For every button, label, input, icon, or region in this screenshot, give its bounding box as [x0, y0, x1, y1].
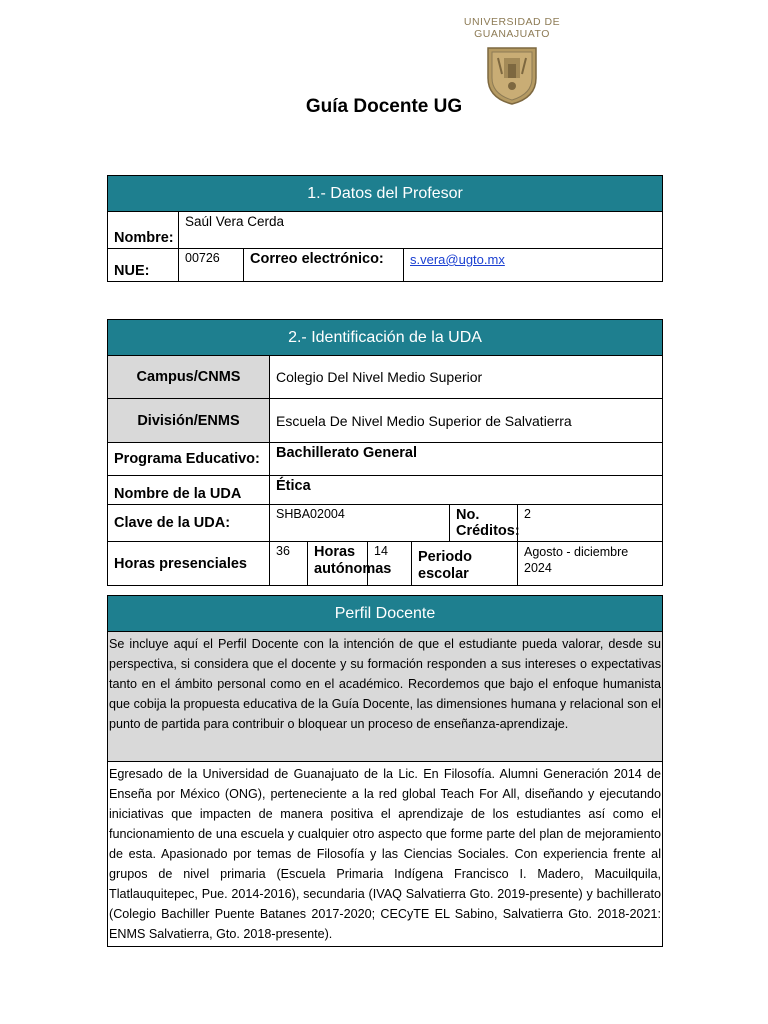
presenciales-value: 36: [270, 542, 308, 586]
division-label: División/ENMS: [108, 399, 270, 443]
programa-label: Programa Educativo:: [108, 443, 270, 476]
profile-intro: Se incluye aquí el Perfil Docente con la intención de que el estudiante pueda valorar, desde su perspectiva, si considera que el docente y su formación responden a sus intereses o expectativas tanto en el ámbito personal como en el académico. Recordemos que bajo el enfoque humanista que cobija la propuesta educativa de la Guía Docente, las dimensiones humana y relacional son el punto de partida para contribuir o bloquear un proceso de enseñanza-aprendizaje.: [108, 632, 663, 762]
presenciales-label: Horas presenciales: [108, 542, 270, 586]
programa-value: Bachillerato General: [270, 443, 663, 476]
autonomas-value: 14: [368, 542, 412, 586]
correo-cell: [404, 249, 663, 282]
section-heading-professor: 1.- Datos del Profesor: [108, 176, 663, 212]
division-value: Escuela De Nivel Medio Superior de Salvatierra: [270, 399, 663, 443]
profile-description: Egresado de la Universidad de Guanajuato de la Lic. En Filosofía. Alumni Generación 2014 de Enseña por México (ONG), perteneciente a la red global Teach For All, diseñando y ejecutando iniciativas que impacten de manera positiva el aprendizaje de los estudiantes así como el funcionamiento de una escuela y cualquier otro aspecto que forme parte del plan de mejoramiento de esta. Apasionado por temas de Filosofía y las Ciencias Sociales. Con experiencia frente al grupos de nivel primaria (Escuela Primaria Indígena Francisco I. Madero, Macuilquila, Tlatlauquitepec, Pue. 2014-2016), secundaria (IVAQ Salvatierra Gto. 2019-presente) y bachillerato (Colegio Bachiller Puente Batanes 2017-2020; CECyTE EL Sabino, Salvatierra Gto. 2018-2021: ENMS Salvatierra, Gto. 2018-presente).: [108, 762, 663, 947]
uda-identification-table: [107, 319, 663, 586]
periodo-value: Agosto - diciembre 2024: [518, 542, 663, 586]
logo-line-1: UNIVERSIDAD DE: [463, 16, 561, 28]
nue-value: 00726: [179, 249, 244, 282]
uda-name-label: Nombre de la UDA: [108, 476, 270, 505]
campus-value: Colegio Del Nivel Medio Superior: [270, 356, 663, 399]
uda-name-value: Ética: [270, 476, 663, 505]
section-heading-uda: 2.- Identificación de la UDA: [108, 320, 663, 356]
nue-label: NUE:: [108, 249, 179, 282]
university-logo: [462, 16, 562, 106]
nombre-value: Saúl Vera Cerda: [179, 212, 663, 249]
periodo-label: Periodo escolar: [412, 542, 518, 586]
creditos-label: No. Créditos:: [450, 505, 518, 542]
correo-label: Correo electrónico:: [244, 249, 404, 282]
creditos-value: 2: [518, 505, 663, 542]
professor-data-table: [107, 175, 663, 282]
page-title-text: Guía Docente UG: [305, 96, 463, 117]
nombre-label: Nombre:: [108, 212, 179, 249]
logo-line-2: GUANAJUATO: [474, 28, 550, 40]
page-title: [0, 96, 768, 118]
clave-value: SHBA02004: [270, 505, 450, 542]
autonomas-label: Horas autónomas: [308, 542, 368, 586]
clave-label: Clave de la UDA:: [108, 505, 270, 542]
correo-link[interactable]: s.vera@ugto.mx: [410, 252, 505, 267]
section-heading-profile: Perfil Docente: [108, 596, 663, 632]
campus-label: Campus/CNMS: [108, 356, 270, 399]
teacher-profile-table: [107, 595, 663, 947]
